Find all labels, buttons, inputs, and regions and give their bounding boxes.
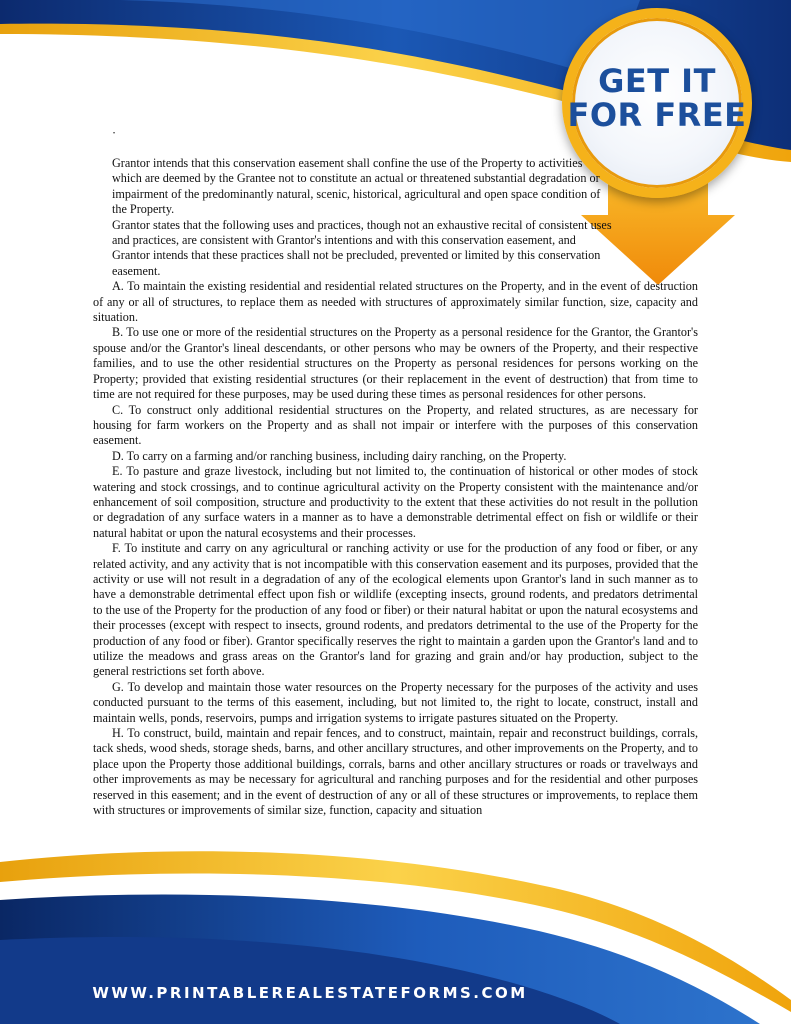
permitted-use-item: H. To construct, build, maintain and repair fences, and to construct, maintain, repair and reconstruct buildings, corrals, tack sheds, wood sheds, storage sheds, barns, and other ancillary structures, and other improvements on the Property, and to place upon the Property those additional buildings, corrals, barns and other ancillary structures or roads or travelways and other improvements as may be necessary for agricultural and ranching purposes and for the residential and other purposes reserved in this easement; and in the event of destruction of any or all of these structures or improvements, to replace them with structures or improvements of similar size, function, capacity and situation bbox=[93, 726, 698, 818]
document-marker: · bbox=[112, 126, 117, 140]
intro-section bbox=[93, 156, 698, 279]
permitted-use-item: D. To carry on a farming and/or ranching business, including dairy ranching, on the Property. bbox=[112, 448, 567, 463]
badge-line-2: FOR FREE bbox=[567, 96, 747, 134]
permitted-use-item: A. To maintain the existing residential and residential related structures on the Property, and in the event of destruction of any or all of structures, to replace them as needed with structures of approximately similar function, size, capacity and situation. bbox=[93, 279, 698, 325]
document-body bbox=[93, 126, 698, 818]
footer-website-link[interactable]: WWW.PRINTABLEREALESTATEFORMS.COM bbox=[92, 984, 528, 1002]
permitted-use-item: G. To develop and maintain those water resources on the Property necessary for the purposes of the activity and uses conducted pursuant to the terms of this easement, including, but not limited to, the right to locate, construct, install and maintain wells, ponds, reservoirs, pumps and irrigation systems to irrigate pastures situated on the Property. bbox=[93, 679, 698, 725]
permitted-use-item: F. To institute and carry on any agricultural or ranching activity or use for the production of any food or fiber, or any related activity, and any activity that is not incompatible with this conservation easement and its purposes, provided that the activity or use will not result in a degradation of any of the ecological elements upon Grantor's land in such manner as to have a demonstrable detrimental effect upon fish or wildlife (excepting insects, ground rodents, and predators detrimental to the use of the Property for the production of any food or fiber) or their natural habitat or upon the natural ecosystems and their processes (except with respect to insects, ground rodents, and predators detrimental to the use of the Property for the production of any food or fiber). Grantor specifically reserves the right to maintain a garden upon the Grantor's land and to utilize the meadows and grass areas on the Grantor's land for grazing and grain and/or hay production, subject to the general restrictions set forth above. bbox=[93, 541, 698, 679]
permitted-use-item: B. To use one or more of the residential structures on the Property as a personal residence for the Grantor, the Grantor's spouse and/or the Grantor's lineal descendants, or other persons who may be owners of the Property, and their respective families, and to use the other residential structures on the Property as personal residences for persons working on the Property; provided that existing residential structures (or their replacement in the event of destruction) that from time to time are not required for these purposes, may be used during these times as personal residences for other persons. bbox=[93, 325, 698, 402]
badge-label[interactable] bbox=[562, 64, 752, 132]
permitted-use-item: E. To pasture and graze livestock, including but not limited to, the continuation of historical or other modes of stock watering and stock crossings, and to continue agricultural activity on the Property consistent with the maintenance and/or enhancement of soil composition, structure and productivity to the extent that these activities do not result in the pollution or degradation of any surface waters in a manner as to have a demonstrable detrimental effect on fish or wildlife or their natural habitat or upon the natural ecosystems and their processes. bbox=[93, 464, 698, 540]
intro-paragraph: Grantor states that the following uses and practices, though not an exhaustive recital of consistent uses and practices, are consistent with Grantor's intentions and with this conservation easement, and Grantor intends that these practices shall not be precluded, prevented or limited by this conservation easement. bbox=[112, 217, 612, 278]
intro-paragraph: Grantor intends that this conservation easement shall confine the use of the Property to activities which are deemed by the Grantee not to constitute an actual or threatened substantial degradation or impairment of the predominantly natural, scenic, historical, agricultural and open space condition of the Property. bbox=[112, 156, 601, 217]
permitted-use-item: C. To construct only additional residential structures on the Property, and related structures, as are necessary for housing for farm workers on the Property and as shall not impair or interfere with the purposes of this conservation easement. bbox=[93, 402, 698, 448]
badge-line-1: GET IT bbox=[598, 62, 716, 100]
